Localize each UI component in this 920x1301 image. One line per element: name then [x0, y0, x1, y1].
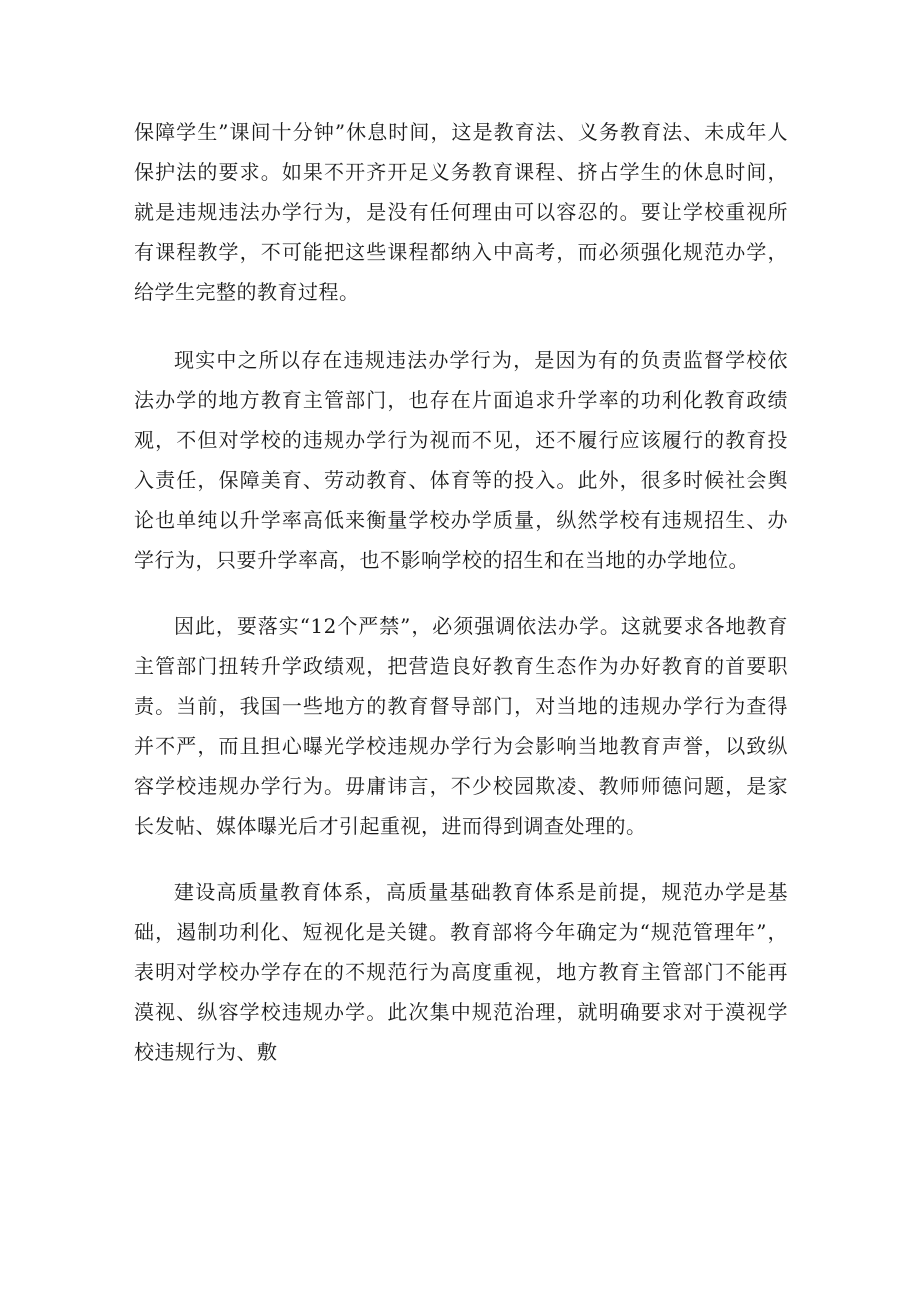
- document-body: [134, 112, 788, 1098]
- paragraph-3: 因此，要落实“12个严禁”，必须强调依法办学。这就要求各地教育主管部门扭转升学政绩观，把营造良好教育生态作为办好教育的首要职责。当前，我国一些地方的教育督导部门，对当地的违规办学行为查得并不严，而且担心曝光学校违规办学行为会影响当地教育声誉，以致纵容学校违规办学行为。毋庸讳言，不少校园欺凌、教师师德问题，是家长发帖、媒体曝光后才引起重视，进而得到调查处理的。: [134, 614, 788, 838]
- paragraph-4: 建设高质量教育体系，高质量基础教育体系是前提，规范办学是基础，遏制功利化、短视化是关键。教育部将今年确定为“规范管理年”，表明对学校办学存在的不规范行为高度重视，地方教育主管部门不能再漠视、纵容学校违规办学。此次集中规范治理，就明确要求对于漠视学校违规行为、敷: [134, 880, 788, 1064]
- paragraph-2: 现实中之所以存在违规违法办学行为，是因为有的负责监督学校依法办学的地方教育主管部门，也存在片面追求升学率的功利化教育政绩观，不但对学校的违规办学行为视而不见，还不履行应该履行的教育投入责任，保障美育、劳动教育、体育等的投入。此外，很多时候社会舆论也单纯以升学率高低来衡量学校办学质量，纵然学校有违规招生、办学行为，只要升学率高，也不影响学校的招生和在当地的办学地位。: [134, 348, 788, 572]
- paragraph-1: 保障学生”课间十分钟”休息时间，这是教育法、义务教育法、未成年人保护法的要求。如果不开齐开足义务教育课程、挤占学生的休息时间，就是违规违法办学行为，是没有任何理由可以容忍的。要让学校重视所有课程教学，不可能把这些课程都纳入中高考，而必须强化规范办学，给学生完整的教育过程。: [134, 120, 788, 304]
